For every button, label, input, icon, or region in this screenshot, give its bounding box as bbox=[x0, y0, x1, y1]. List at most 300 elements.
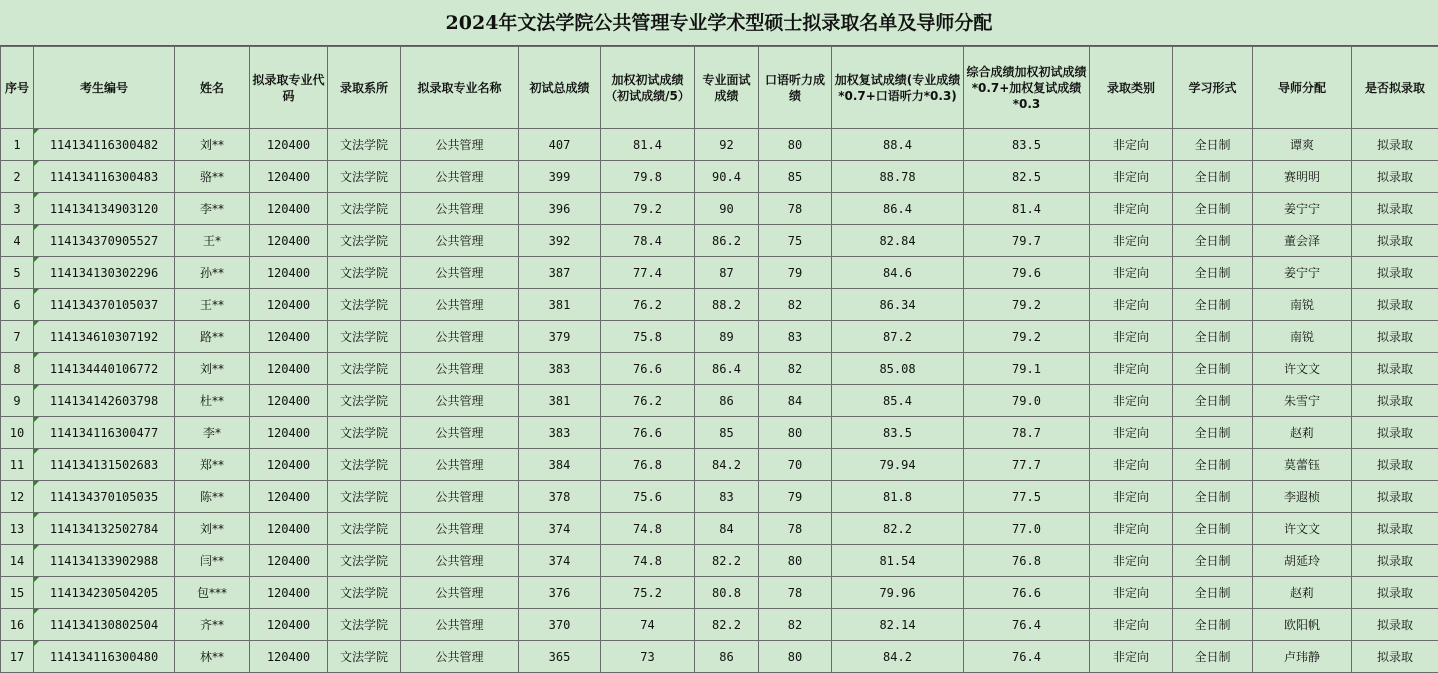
cell-name[interactable]: 王* bbox=[175, 225, 250, 257]
cell-weighted-retest[interactable]: 79.96 bbox=[832, 577, 964, 609]
cell-seq[interactable]: 6 bbox=[1, 289, 34, 321]
cell-weighted-prelim[interactable]: 76.2 bbox=[601, 385, 695, 417]
cell-study-mode[interactable]: 全日制 bbox=[1173, 513, 1253, 545]
table-row bbox=[1, 513, 1438, 545]
cell-study-mode[interactable]: 全日制 bbox=[1173, 289, 1253, 321]
header-admitted: 是否拟录取 bbox=[1352, 47, 1438, 129]
cell-prelim-total[interactable]: 376 bbox=[519, 577, 601, 609]
cell-major-code[interactable]: 120400 bbox=[250, 257, 328, 289]
page-title: 2024年文法学院公共管理专业学术型硕士拟录取名单及导师分配 bbox=[0, 0, 1438, 46]
cell-weighted-retest[interactable]: 85.4 bbox=[832, 385, 964, 417]
cell-prelim-total[interactable]: 407 bbox=[519, 129, 601, 161]
cell-interview-score[interactable]: 87 bbox=[695, 257, 759, 289]
cell-interview-score[interactable]: 92 bbox=[695, 129, 759, 161]
cell-exam-id[interactable]: 114134130802504 bbox=[34, 609, 175, 641]
cell-composite-score[interactable]: 79.7 bbox=[964, 225, 1090, 257]
cell-exam-id[interactable]: 114134131502683 bbox=[34, 449, 175, 481]
cell-seq[interactable]: 10 bbox=[1, 417, 34, 449]
cell-composite-score[interactable]: 76.6 bbox=[964, 577, 1090, 609]
cell-exam-id[interactable]: 114134370905527 bbox=[34, 225, 175, 257]
cell-dept[interactable]: 文法学院 bbox=[328, 193, 401, 225]
cell-seq[interactable]: 15 bbox=[1, 577, 34, 609]
cell-name[interactable]: 林** bbox=[175, 641, 250, 673]
header-dept: 录取系所 bbox=[328, 47, 401, 129]
cell-exam-id[interactable]: 114134130302296 bbox=[34, 257, 175, 289]
cell-interview-score[interactable]: 90 bbox=[695, 193, 759, 225]
cell-composite-score[interactable]: 79.0 bbox=[964, 385, 1090, 417]
cell-major-name[interactable]: 公共管理 bbox=[401, 289, 519, 321]
cell-major-code[interactable]: 120400 bbox=[250, 353, 328, 385]
cell-weighted-prelim[interactable]: 76.8 bbox=[601, 449, 695, 481]
cell-seq[interactable]: 9 bbox=[1, 385, 34, 417]
cell-advisor[interactable]: 赵莉 bbox=[1253, 417, 1352, 449]
cell-admitted[interactable]: 拟录取 bbox=[1352, 161, 1438, 193]
cell-major-name[interactable]: 公共管理 bbox=[401, 545, 519, 577]
cell-interview-score[interactable]: 90.4 bbox=[695, 161, 759, 193]
cell-weighted-prelim[interactable]: 79.2 bbox=[601, 193, 695, 225]
cell-seq[interactable]: 12 bbox=[1, 481, 34, 513]
table-body bbox=[1, 129, 1438, 673]
cell-major-name[interactable]: 公共管理 bbox=[401, 577, 519, 609]
cell-major-code[interactable]: 120400 bbox=[250, 321, 328, 353]
cell-oral-score[interactable]: 84 bbox=[759, 385, 832, 417]
cell-weighted-retest[interactable]: 86.34 bbox=[832, 289, 964, 321]
cell-admitted[interactable]: 拟录取 bbox=[1352, 449, 1438, 481]
cell-admission-type[interactable]: 非定向 bbox=[1090, 609, 1173, 641]
cell-major-code[interactable]: 120400 bbox=[250, 513, 328, 545]
cell-major-code[interactable]: 120400 bbox=[250, 481, 328, 513]
cell-dept[interactable]: 文法学院 bbox=[328, 513, 401, 545]
cell-study-mode[interactable]: 全日制 bbox=[1173, 449, 1253, 481]
table-row bbox=[1, 417, 1438, 449]
cell-composite-score[interactable]: 77.5 bbox=[964, 481, 1090, 513]
cell-weighted-retest[interactable]: 81.54 bbox=[832, 545, 964, 577]
cell-weighted-retest[interactable]: 85.08 bbox=[832, 353, 964, 385]
cell-interview-score[interactable]: 86.2 bbox=[695, 225, 759, 257]
cell-composite-score[interactable]: 79.2 bbox=[964, 321, 1090, 353]
cell-admission-type[interactable]: 非定向 bbox=[1090, 161, 1173, 193]
cell-weighted-prelim[interactable]: 81.4 bbox=[601, 129, 695, 161]
cell-advisor[interactable]: 许文文 bbox=[1253, 353, 1352, 385]
cell-admission-type[interactable]: 非定向 bbox=[1090, 353, 1173, 385]
cell-composite-score[interactable]: 79.6 bbox=[964, 257, 1090, 289]
cell-name[interactable]: 闫** bbox=[175, 545, 250, 577]
cell-seq[interactable]: 2 bbox=[1, 161, 34, 193]
cell-dept[interactable]: 文法学院 bbox=[328, 609, 401, 641]
cell-admission-type[interactable]: 非定向 bbox=[1090, 321, 1173, 353]
cell-weighted-prelim[interactable]: 75.2 bbox=[601, 577, 695, 609]
cell-major-code[interactable]: 120400 bbox=[250, 449, 328, 481]
cell-exam-id[interactable]: 114134116300482 bbox=[34, 129, 175, 161]
cell-prelim-total[interactable]: 379 bbox=[519, 321, 601, 353]
cell-admission-type[interactable]: 非定向 bbox=[1090, 225, 1173, 257]
cell-oral-score[interactable]: 79 bbox=[759, 257, 832, 289]
cell-name[interactable]: 齐** bbox=[175, 609, 250, 641]
cell-admission-type[interactable]: 非定向 bbox=[1090, 385, 1173, 417]
cell-prelim-total[interactable]: 399 bbox=[519, 161, 601, 193]
cell-major-name[interactable]: 公共管理 bbox=[401, 641, 519, 673]
cell-seq[interactable]: 7 bbox=[1, 321, 34, 353]
cell-admitted[interactable]: 拟录取 bbox=[1352, 129, 1438, 161]
cell-dept[interactable]: 文法学院 bbox=[328, 129, 401, 161]
cell-prelim-total[interactable]: 381 bbox=[519, 385, 601, 417]
cell-admission-type[interactable]: 非定向 bbox=[1090, 513, 1173, 545]
cell-composite-score[interactable]: 76.4 bbox=[964, 609, 1090, 641]
table-row bbox=[1, 545, 1438, 577]
cell-admission-type[interactable]: 非定向 bbox=[1090, 289, 1173, 321]
cell-study-mode[interactable]: 全日制 bbox=[1173, 129, 1253, 161]
cell-prelim-total[interactable]: 387 bbox=[519, 257, 601, 289]
cell-major-name[interactable]: 公共管理 bbox=[401, 481, 519, 513]
cell-interview-score[interactable]: 86.4 bbox=[695, 353, 759, 385]
cell-admitted[interactable]: 拟录取 bbox=[1352, 353, 1438, 385]
cell-seq[interactable]: 4 bbox=[1, 225, 34, 257]
cell-admission-type[interactable]: 非定向 bbox=[1090, 641, 1173, 673]
cell-study-mode[interactable]: 全日制 bbox=[1173, 641, 1253, 673]
cell-admission-type[interactable]: 非定向 bbox=[1090, 577, 1173, 609]
cell-weighted-prelim[interactable]: 76.2 bbox=[601, 289, 695, 321]
cell-study-mode[interactable]: 全日制 bbox=[1173, 577, 1253, 609]
cell-composite-score[interactable]: 77.0 bbox=[964, 513, 1090, 545]
cell-admitted[interactable]: 拟录取 bbox=[1352, 257, 1438, 289]
cell-seq[interactable]: 11 bbox=[1, 449, 34, 481]
cell-weighted-retest[interactable]: 82.84 bbox=[832, 225, 964, 257]
cell-interview-score[interactable]: 86 bbox=[695, 385, 759, 417]
cell-advisor[interactable]: 许文文 bbox=[1253, 513, 1352, 545]
cell-admission-type[interactable]: 非定向 bbox=[1090, 449, 1173, 481]
cell-admitted[interactable]: 拟录取 bbox=[1352, 545, 1438, 577]
cell-major-code[interactable]: 120400 bbox=[250, 609, 328, 641]
cell-composite-score[interactable]: 78.7 bbox=[964, 417, 1090, 449]
cell-study-mode[interactable]: 全日制 bbox=[1173, 609, 1253, 641]
cell-advisor[interactable]: 李遐桢 bbox=[1253, 481, 1352, 513]
cell-weighted-prelim[interactable]: 77.4 bbox=[601, 257, 695, 289]
cell-major-name[interactable]: 公共管理 bbox=[401, 161, 519, 193]
cell-oral-score[interactable]: 78 bbox=[759, 513, 832, 545]
cell-exam-id[interactable]: 114134133902988 bbox=[34, 545, 175, 577]
cell-seq[interactable]: 1 bbox=[1, 129, 34, 161]
cell-admitted[interactable]: 拟录取 bbox=[1352, 193, 1438, 225]
table-row bbox=[1, 193, 1438, 225]
cell-name[interactable]: 刘** bbox=[175, 353, 250, 385]
cell-admitted[interactable]: 拟录取 bbox=[1352, 513, 1438, 545]
cell-interview-score[interactable]: 80.8 bbox=[695, 577, 759, 609]
cell-advisor[interactable]: 赛明明 bbox=[1253, 161, 1352, 193]
cell-exam-id[interactable]: 114134116300477 bbox=[34, 417, 175, 449]
cell-major-code[interactable]: 120400 bbox=[250, 385, 328, 417]
cell-advisor[interactable]: 欧阳帆 bbox=[1253, 609, 1352, 641]
cell-name[interactable]: 李** bbox=[175, 193, 250, 225]
cell-study-mode[interactable]: 全日制 bbox=[1173, 385, 1253, 417]
cell-exam-id[interactable]: 114134610307192 bbox=[34, 321, 175, 353]
cell-admitted[interactable]: 拟录取 bbox=[1352, 417, 1438, 449]
cell-name[interactable]: 王** bbox=[175, 289, 250, 321]
cell-composite-score[interactable]: 79.2 bbox=[964, 289, 1090, 321]
table-row bbox=[1, 321, 1438, 353]
cell-prelim-total[interactable]: 365 bbox=[519, 641, 601, 673]
cell-interview-score[interactable]: 82.2 bbox=[695, 609, 759, 641]
cell-admission-type[interactable]: 非定向 bbox=[1090, 193, 1173, 225]
cell-name[interactable]: 刘** bbox=[175, 129, 250, 161]
cell-major-code[interactable]: 120400 bbox=[250, 545, 328, 577]
header-major-code: 拟录取专业代码 bbox=[250, 47, 328, 129]
cell-interview-score[interactable]: 84 bbox=[695, 513, 759, 545]
cell-seq[interactable]: 8 bbox=[1, 353, 34, 385]
cell-oral-score[interactable]: 85 bbox=[759, 161, 832, 193]
cell-oral-score[interactable]: 80 bbox=[759, 545, 832, 577]
cell-seq[interactable]: 16 bbox=[1, 609, 34, 641]
header-major-name: 拟录取专业名称 bbox=[401, 47, 519, 129]
table-row bbox=[1, 129, 1438, 161]
cell-advisor[interactable]: 朱雪宁 bbox=[1253, 385, 1352, 417]
cell-admitted[interactable]: 拟录取 bbox=[1352, 289, 1438, 321]
header-row bbox=[1, 47, 1438, 129]
header-composite-score: 综合成绩加权初试成绩*0.7+加权复试成绩*0.3 bbox=[964, 47, 1090, 129]
cell-seq[interactable]: 3 bbox=[1, 193, 34, 225]
cell-major-code[interactable]: 120400 bbox=[250, 417, 328, 449]
header-seq: 序号 bbox=[1, 47, 34, 129]
cell-admitted[interactable]: 拟录取 bbox=[1352, 385, 1438, 417]
cell-exam-id[interactable]: 114134370105035 bbox=[34, 481, 175, 513]
cell-major-name[interactable]: 公共管理 bbox=[401, 321, 519, 353]
cell-weighted-retest[interactable]: 83.5 bbox=[832, 417, 964, 449]
cell-prelim-total[interactable]: 383 bbox=[519, 353, 601, 385]
cell-dept[interactable]: 文法学院 bbox=[328, 289, 401, 321]
cell-admission-type[interactable]: 非定向 bbox=[1090, 257, 1173, 289]
cell-weighted-prelim[interactable]: 76.6 bbox=[601, 353, 695, 385]
cell-weighted-retest[interactable]: 82.14 bbox=[832, 609, 964, 641]
cell-dept[interactable]: 文法学院 bbox=[328, 545, 401, 577]
cell-advisor[interactable]: 姜宁宁 bbox=[1253, 257, 1352, 289]
cell-weighted-retest[interactable]: 86.4 bbox=[832, 193, 964, 225]
cell-exam-id[interactable]: 114134370105037 bbox=[34, 289, 175, 321]
cell-seq[interactable]: 14 bbox=[1, 545, 34, 577]
cell-oral-score[interactable]: 78 bbox=[759, 193, 832, 225]
cell-weighted-retest[interactable]: 88.78 bbox=[832, 161, 964, 193]
cell-name[interactable]: 陈** bbox=[175, 481, 250, 513]
table-row bbox=[1, 225, 1438, 257]
cell-study-mode[interactable]: 全日制 bbox=[1173, 257, 1253, 289]
cell-name[interactable]: 李* bbox=[175, 417, 250, 449]
cell-study-mode[interactable]: 全日制 bbox=[1173, 193, 1253, 225]
cell-major-code[interactable]: 120400 bbox=[250, 193, 328, 225]
cell-dept[interactable]: 文法学院 bbox=[328, 577, 401, 609]
cell-interview-score[interactable]: 82.2 bbox=[695, 545, 759, 577]
cell-advisor[interactable]: 胡延玲 bbox=[1253, 545, 1352, 577]
header-advisor: 导师分配 bbox=[1253, 47, 1352, 129]
cell-dept[interactable]: 文法学院 bbox=[328, 417, 401, 449]
cell-major-code[interactable]: 120400 bbox=[250, 577, 328, 609]
cell-weighted-retest[interactable]: 87.2 bbox=[832, 321, 964, 353]
cell-advisor[interactable]: 卢玮静 bbox=[1253, 641, 1352, 673]
cell-prelim-total[interactable]: 392 bbox=[519, 225, 601, 257]
cell-admitted[interactable]: 拟录取 bbox=[1352, 481, 1438, 513]
cell-dept[interactable]: 文法学院 bbox=[328, 641, 401, 673]
cell-weighted-retest[interactable]: 79.94 bbox=[832, 449, 964, 481]
header-exam-id: 考生编号 bbox=[34, 47, 175, 129]
cell-major-name[interactable]: 公共管理 bbox=[401, 449, 519, 481]
cell-prelim-total[interactable]: 370 bbox=[519, 609, 601, 641]
cell-oral-score[interactable]: 82 bbox=[759, 353, 832, 385]
cell-admitted[interactable]: 拟录取 bbox=[1352, 641, 1438, 673]
cell-study-mode[interactable]: 全日制 bbox=[1173, 353, 1253, 385]
cell-name[interactable]: 骆** bbox=[175, 161, 250, 193]
cell-prelim-total[interactable]: 383 bbox=[519, 417, 601, 449]
header-weighted-retest: 加权复试成绩(专业成绩*0.7+口语听力*0.3) bbox=[832, 47, 964, 129]
cell-weighted-prelim[interactable]: 75.6 bbox=[601, 481, 695, 513]
cell-weighted-retest[interactable]: 82.2 bbox=[832, 513, 964, 545]
cell-oral-score[interactable]: 78 bbox=[759, 577, 832, 609]
cell-major-code[interactable]: 120400 bbox=[250, 225, 328, 257]
table-row bbox=[1, 449, 1438, 481]
cell-prelim-total[interactable]: 374 bbox=[519, 545, 601, 577]
cell-advisor[interactable]: 南锐 bbox=[1253, 321, 1352, 353]
cell-seq[interactable]: 17 bbox=[1, 641, 34, 673]
cell-study-mode[interactable]: 全日制 bbox=[1173, 321, 1253, 353]
cell-weighted-prelim[interactable]: 73 bbox=[601, 641, 695, 673]
cell-advisor[interactable]: 南锐 bbox=[1253, 289, 1352, 321]
cell-interview-score[interactable]: 83 bbox=[695, 481, 759, 513]
cell-major-code[interactable]: 120400 bbox=[250, 289, 328, 321]
cell-major-code[interactable]: 120400 bbox=[250, 129, 328, 161]
cell-study-mode[interactable]: 全日制 bbox=[1173, 481, 1253, 513]
cell-interview-score[interactable]: 88.2 bbox=[695, 289, 759, 321]
cell-admission-type[interactable]: 非定向 bbox=[1090, 545, 1173, 577]
cell-prelim-total[interactable]: 384 bbox=[519, 449, 601, 481]
cell-interview-score[interactable]: 89 bbox=[695, 321, 759, 353]
cell-oral-score[interactable]: 80 bbox=[759, 129, 832, 161]
cell-oral-score[interactable]: 70 bbox=[759, 449, 832, 481]
cell-admission-type[interactable]: 非定向 bbox=[1090, 481, 1173, 513]
cell-name[interactable]: 郑** bbox=[175, 449, 250, 481]
cell-name[interactable]: 路** bbox=[175, 321, 250, 353]
cell-major-name[interactable]: 公共管理 bbox=[401, 353, 519, 385]
cell-major-name[interactable]: 公共管理 bbox=[401, 257, 519, 289]
cell-dept[interactable]: 文法学院 bbox=[328, 385, 401, 417]
cell-oral-score[interactable]: 82 bbox=[759, 289, 832, 321]
cell-dept[interactable]: 文法学院 bbox=[328, 449, 401, 481]
header-study-mode: 学习形式 bbox=[1173, 47, 1253, 129]
cell-exam-id[interactable]: 114134116300480 bbox=[34, 641, 175, 673]
cell-major-name[interactable]: 公共管理 bbox=[401, 225, 519, 257]
cell-admitted[interactable]: 拟录取 bbox=[1352, 321, 1438, 353]
cell-prelim-total[interactable]: 396 bbox=[519, 193, 601, 225]
cell-study-mode[interactable]: 全日制 bbox=[1173, 161, 1253, 193]
cell-prelim-total[interactable]: 374 bbox=[519, 513, 601, 545]
header-oral-score: 口语听力成绩 bbox=[759, 47, 832, 129]
cell-dept[interactable]: 文法学院 bbox=[328, 161, 401, 193]
cell-prelim-total[interactable]: 378 bbox=[519, 481, 601, 513]
cell-weighted-retest[interactable]: 88.4 bbox=[832, 129, 964, 161]
cell-weighted-prelim[interactable]: 74.8 bbox=[601, 545, 695, 577]
admission-table bbox=[0, 46, 1438, 673]
cell-name[interactable]: 刘** bbox=[175, 513, 250, 545]
cell-admitted[interactable]: 拟录取 bbox=[1352, 577, 1438, 609]
header-admission-type: 录取类别 bbox=[1090, 47, 1173, 129]
cell-oral-score[interactable]: 80 bbox=[759, 641, 832, 673]
cell-composite-score[interactable]: 76.8 bbox=[964, 545, 1090, 577]
cell-oral-score[interactable]: 80 bbox=[759, 417, 832, 449]
cell-weighted-prelim[interactable]: 74 bbox=[601, 609, 695, 641]
table-row bbox=[1, 161, 1438, 193]
cell-study-mode[interactable]: 全日制 bbox=[1173, 545, 1253, 577]
cell-interview-score[interactable]: 84.2 bbox=[695, 449, 759, 481]
cell-major-name[interactable]: 公共管理 bbox=[401, 129, 519, 161]
cell-admission-type[interactable]: 非定向 bbox=[1090, 129, 1173, 161]
table-row bbox=[1, 385, 1438, 417]
cell-weighted-retest[interactable]: 84.6 bbox=[832, 257, 964, 289]
cell-exam-id[interactable]: 114134440106772 bbox=[34, 353, 175, 385]
cell-seq[interactable]: 13 bbox=[1, 513, 34, 545]
cell-weighted-retest[interactable]: 81.8 bbox=[832, 481, 964, 513]
cell-dept[interactable]: 文法学院 bbox=[328, 257, 401, 289]
cell-composite-score[interactable]: 79.1 bbox=[964, 353, 1090, 385]
cell-interview-score[interactable]: 86 bbox=[695, 641, 759, 673]
cell-composite-score[interactable]: 76.4 bbox=[964, 641, 1090, 673]
cell-oral-score[interactable]: 83 bbox=[759, 321, 832, 353]
cell-composite-score[interactable]: 83.5 bbox=[964, 129, 1090, 161]
cell-exam-id[interactable]: 114134134903120 bbox=[34, 193, 175, 225]
cell-weighted-prelim[interactable]: 75.8 bbox=[601, 321, 695, 353]
cell-advisor[interactable]: 姜宁宁 bbox=[1253, 193, 1352, 225]
cell-prelim-total[interactable]: 381 bbox=[519, 289, 601, 321]
cell-admitted[interactable]: 拟录取 bbox=[1352, 609, 1438, 641]
cell-weighted-prelim[interactable]: 78.4 bbox=[601, 225, 695, 257]
cell-exam-id[interactable]: 114134116300483 bbox=[34, 161, 175, 193]
cell-dept[interactable]: 文法学院 bbox=[328, 321, 401, 353]
table-row bbox=[1, 353, 1438, 385]
cell-major-name[interactable]: 公共管理 bbox=[401, 385, 519, 417]
cell-name[interactable]: 杜** bbox=[175, 385, 250, 417]
cell-advisor[interactable]: 谭爽 bbox=[1253, 129, 1352, 161]
cell-composite-score[interactable]: 81.4 bbox=[964, 193, 1090, 225]
cell-exam-id[interactable]: 114134142603798 bbox=[34, 385, 175, 417]
cell-oral-score[interactable]: 79 bbox=[759, 481, 832, 513]
cell-name[interactable]: 包*** bbox=[175, 577, 250, 609]
table-row bbox=[1, 609, 1438, 641]
cell-composite-score[interactable]: 82.5 bbox=[964, 161, 1090, 193]
cell-major-name[interactable]: 公共管理 bbox=[401, 513, 519, 545]
cell-study-mode[interactable]: 全日制 bbox=[1173, 225, 1253, 257]
cell-weighted-prelim[interactable]: 79.8 bbox=[601, 161, 695, 193]
cell-major-code[interactable]: 120400 bbox=[250, 161, 328, 193]
cell-major-name[interactable]: 公共管理 bbox=[401, 609, 519, 641]
cell-composite-score[interactable]: 77.7 bbox=[964, 449, 1090, 481]
cell-weighted-prelim[interactable]: 76.6 bbox=[601, 417, 695, 449]
cell-oral-score[interactable]: 82 bbox=[759, 609, 832, 641]
cell-oral-score[interactable]: 75 bbox=[759, 225, 832, 257]
cell-advisor[interactable]: 董会泽 bbox=[1253, 225, 1352, 257]
cell-admitted[interactable]: 拟录取 bbox=[1352, 225, 1438, 257]
cell-dept[interactable]: 文法学院 bbox=[328, 481, 401, 513]
cell-major-code[interactable]: 120400 bbox=[250, 641, 328, 673]
cell-name[interactable]: 孙** bbox=[175, 257, 250, 289]
cell-dept[interactable]: 文法学院 bbox=[328, 225, 401, 257]
cell-advisor[interactable]: 赵莉 bbox=[1253, 577, 1352, 609]
cell-interview-score[interactable]: 85 bbox=[695, 417, 759, 449]
cell-major-name[interactable]: 公共管理 bbox=[401, 417, 519, 449]
cell-study-mode[interactable]: 全日制 bbox=[1173, 417, 1253, 449]
cell-admission-type[interactable]: 非定向 bbox=[1090, 417, 1173, 449]
cell-dept[interactable]: 文法学院 bbox=[328, 353, 401, 385]
cell-advisor[interactable]: 莫蕾钰 bbox=[1253, 449, 1352, 481]
cell-weighted-prelim[interactable]: 74.8 bbox=[601, 513, 695, 545]
cell-exam-id[interactable]: 114134132502784 bbox=[34, 513, 175, 545]
cell-major-name[interactable]: 公共管理 bbox=[401, 193, 519, 225]
cell-exam-id[interactable]: 114134230504205 bbox=[34, 577, 175, 609]
cell-seq[interactable]: 5 bbox=[1, 257, 34, 289]
cell-weighted-retest[interactable]: 84.2 bbox=[832, 641, 964, 673]
